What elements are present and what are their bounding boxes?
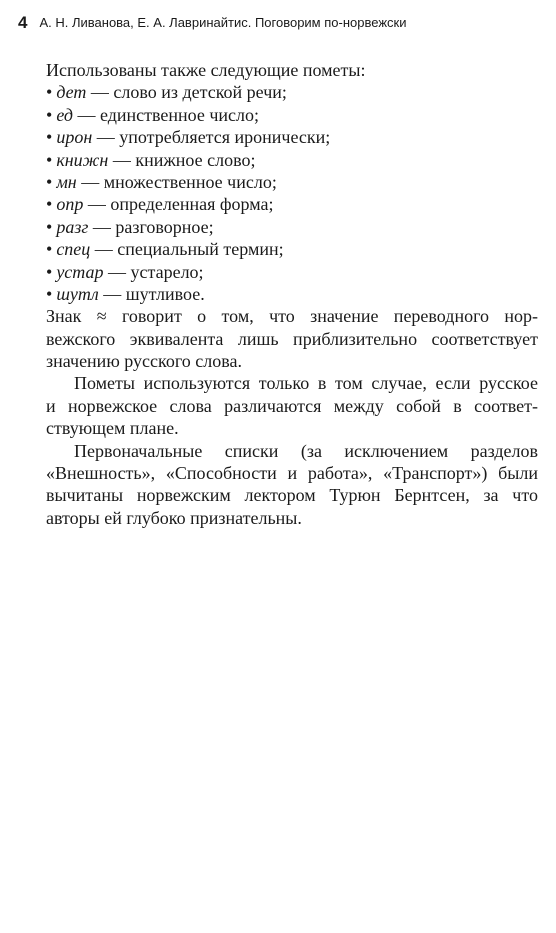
list-item bbox=[46, 171, 538, 193]
list-item bbox=[46, 238, 538, 260]
bullet-icon: • bbox=[46, 82, 53, 103]
mark-abbreviation: опр bbox=[56, 194, 84, 215]
mark-description: — специальный термин; bbox=[90, 239, 284, 260]
page-body bbox=[46, 59, 538, 529]
paragraph-line: Первоначальные списки (за исключением разделов bbox=[74, 440, 538, 461]
mark-abbreviation: ирон bbox=[56, 127, 93, 148]
bullet-icon: • bbox=[46, 171, 53, 192]
mark-description: — слово из детской речи; bbox=[86, 82, 287, 103]
running-head bbox=[18, 14, 542, 32]
list-item bbox=[46, 216, 538, 238]
bullet-icon: • bbox=[46, 239, 53, 260]
mark-abbreviation: спец bbox=[56, 239, 91, 260]
list-item bbox=[46, 81, 538, 103]
paragraph-marks-usage bbox=[46, 372, 538, 439]
paragraph-line: ствующем плане. bbox=[46, 418, 179, 439]
intro-line: Использованы также следующие пометы: bbox=[46, 60, 366, 80]
page-number: 4 bbox=[18, 13, 28, 32]
mark-description: — определенная форма; bbox=[83, 194, 274, 215]
bullet-icon: • bbox=[46, 261, 53, 282]
paragraph-acknowledgement bbox=[46, 440, 538, 530]
mark-description: — употребляется иронически; bbox=[92, 127, 331, 148]
mark-description: — единственное число; bbox=[72, 104, 260, 125]
bullet-icon: • bbox=[46, 127, 53, 148]
mark-description: — книжное слово; bbox=[108, 149, 256, 170]
paragraph-line: вычитаны норвежским лектором Турюн Бернтсен, за что bbox=[46, 485, 538, 506]
mark-abbreviation: мн bbox=[56, 171, 77, 192]
list-item bbox=[46, 193, 538, 215]
paragraph-line: авторы ей глубоко признательны. bbox=[46, 507, 302, 528]
mark-abbreviation: шутл bbox=[56, 283, 99, 304]
mark-abbreviation: книжн bbox=[56, 149, 109, 170]
paragraph-line: вежского эквивалента лишь приблизительно соответствует bbox=[46, 328, 538, 349]
bullet-icon: • bbox=[46, 194, 53, 215]
bullet-icon: • bbox=[46, 104, 53, 125]
list-item bbox=[46, 261, 538, 283]
paragraph-line: и норвежское слова различаются между собой в соответ- bbox=[46, 395, 538, 416]
mark-description: — устарело; bbox=[103, 261, 204, 282]
bullet-icon: • bbox=[46, 283, 53, 304]
mark-description: — шутливое. bbox=[98, 283, 205, 304]
mark-description: — разговорное; bbox=[88, 216, 214, 237]
paragraph-line: Пометы используются только в том случае, если русское bbox=[74, 373, 538, 394]
list-item bbox=[46, 149, 538, 171]
bullet-icon: • bbox=[46, 149, 53, 170]
bullet-icon: • bbox=[46, 216, 53, 237]
paragraph-approx-sign bbox=[46, 305, 538, 372]
running-title: А. Н. Ливанова, Е. А. Лавринайтис. Поговорим по-норвежски bbox=[39, 15, 407, 30]
paragraph-line: «Внешность», «Способности и работа», «Транспорт») были bbox=[46, 463, 538, 484]
paragraph-line: значению русского слова. bbox=[46, 351, 242, 372]
list-item bbox=[46, 126, 538, 148]
list-item bbox=[46, 104, 538, 126]
mark-abbreviation: устар bbox=[56, 261, 104, 282]
mark-abbreviation: дет bbox=[56, 82, 87, 103]
mark-description: — множественное число; bbox=[76, 171, 277, 192]
mark-abbreviation: ед bbox=[56, 104, 73, 125]
list-item bbox=[46, 283, 538, 305]
mark-abbreviation: разг bbox=[56, 216, 89, 237]
marks-list bbox=[46, 81, 538, 305]
paragraph-line: Знак ≈ говорит о том, что значение переводного нор- bbox=[46, 306, 538, 327]
